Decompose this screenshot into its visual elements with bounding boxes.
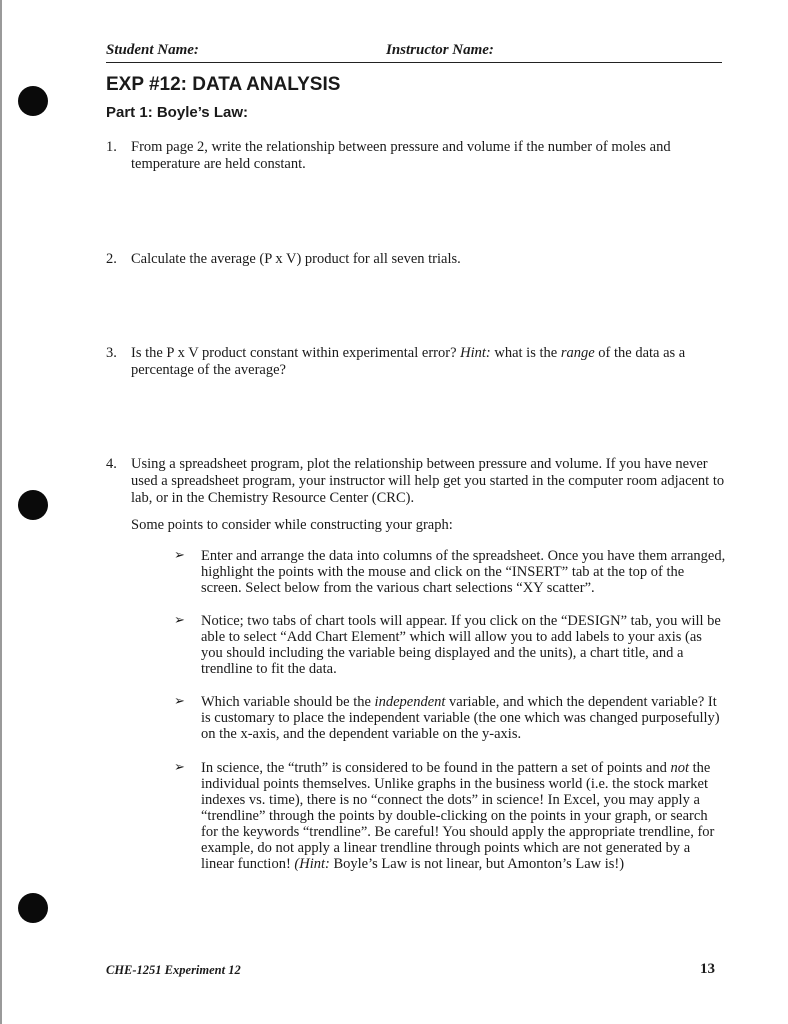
hint-text: Boyle’s Law is not linear, but Amonton’s Law is!)	[333, 856, 625, 872]
page-edge	[0, 0, 2, 1024]
bullet-text-end: variable, and which the dependent variable? It is customary to place the independent variable (the one which was changed purposefully) on the x-axis, and the dependent variable on the y-axis.	[201, 694, 720, 742]
question-number: 4.	[106, 456, 117, 472]
question-text-start: Is the P x V product constant within experimental error?	[131, 345, 457, 361]
arrow-bullet-icon: ➢	[174, 760, 185, 775]
arrow-bullet-icon: ➢	[174, 694, 185, 709]
page-number: 13	[700, 961, 715, 977]
bullet-text-start: In science, the “truth” is considered to be found in the pattern a set of points and	[201, 760, 667, 776]
arrow-bullet-icon: ➢	[174, 548, 185, 563]
bullet-text: Enter and arrange the data into columns of the spreadsheet. Once you have them arranged, highlight the points with the mouse and click on the “INSERT” tab at the top of the screen. Select below from the various chart selections “XY scatter”.	[201, 548, 726, 596]
hint-open: (Hint:	[294, 856, 330, 872]
student-name-label: Student Name:	[106, 42, 199, 58]
question-text: Calculate the average (P x V) product for all seven trials.	[131, 251, 461, 267]
bullet-point	[174, 613, 726, 677]
question-2	[106, 251, 728, 268]
graph-intro: Some points to consider while constructing your graph:	[131, 517, 453, 533]
range-word: range	[560, 345, 595, 361]
bullet-text: Notice; two tabs of chart tools will appear. If you click on the “DESIGN” tab, you will be able to select “Add Chart Element” which will allow you to add labels to your axis (as you should including the variable being displayed and the units), a chart title, and a trendline to fit the data.	[201, 613, 721, 677]
bullet-point	[174, 548, 726, 596]
page-title: EXP #12: DATA ANALYSIS	[106, 74, 341, 95]
question-number: 3.	[106, 345, 117, 361]
question-4	[106, 456, 728, 507]
question-3	[106, 345, 728, 379]
punch-hole	[18, 893, 48, 923]
bullet-point	[174, 694, 726, 742]
bullet-text-mid: the individual points themselves. Unlike graphs in the business world (i.e. the stock market indexes vs. time), there is no “connect the dots” in science! In Excel, you may apply a “trendline” through the points by double-clicking on the points in your graph, or search for the keywords “trendline”. Be careful! You should apply the appropriate trendline, for example, do not apply a linear trendline through points which are not generated by a linear function!	[201, 760, 715, 872]
question-text-end: of the data as a percentage of the average?	[131, 345, 686, 378]
name-header	[106, 40, 722, 63]
question-text	[131, 345, 728, 379]
independent-word: independent	[374, 694, 446, 710]
question-number: 1.	[106, 139, 117, 155]
punch-hole	[18, 490, 48, 520]
arrow-bullet-icon: ➢	[174, 613, 185, 628]
question-number: 2.	[106, 251, 117, 267]
bullet-text	[201, 694, 726, 742]
instructor-name-label: Instructor Name:	[386, 42, 494, 58]
question-text: Using a spreadsheet program, plot the relationship between pressure and volume. If you have never used a spreadsheet program, your instructor will help get you started in the computer room adjacent to lab, or in the Chemistry Resource Center (CRC).	[131, 456, 725, 506]
question-text: From page 2, write the relationship between pressure and volume if the number of moles and temperature are held constant.	[131, 139, 671, 172]
part-title: Part 1: Boyle’s Law:	[106, 104, 248, 121]
footer-course: CHE-1251 Experiment 12	[106, 963, 241, 977]
punch-hole	[18, 86, 48, 116]
bullet-point	[174, 760, 726, 872]
question-1	[106, 139, 728, 173]
hint-label: Hint:	[460, 345, 491, 361]
question-text-mid: what is the	[494, 345, 558, 361]
bullet-text	[201, 760, 726, 872]
bullet-text-start: Which variable should be the	[201, 694, 371, 710]
not-word: not	[670, 760, 690, 776]
